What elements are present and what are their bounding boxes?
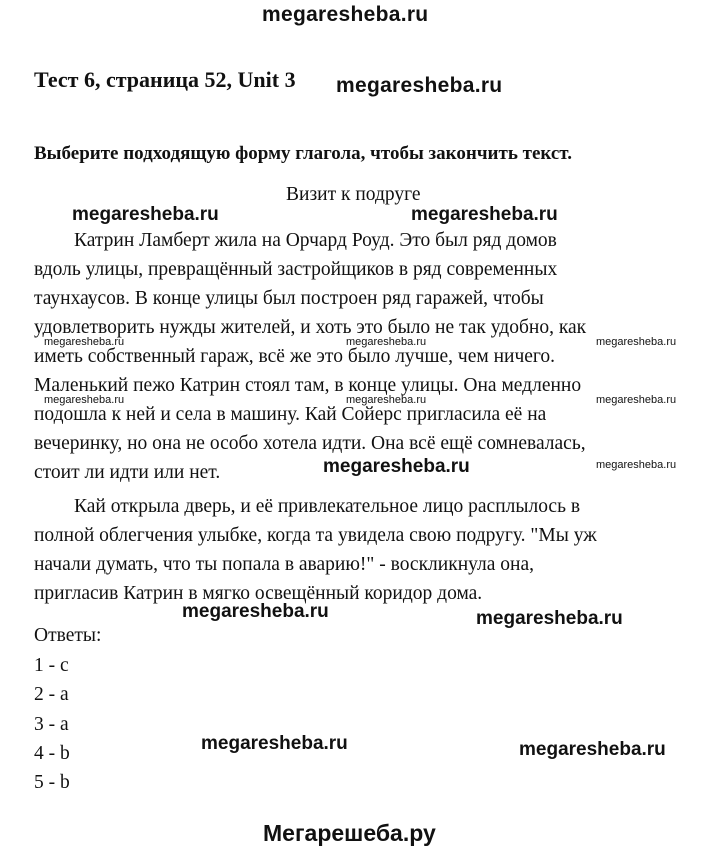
watermark-1: megaresheba.ru: [336, 74, 503, 97]
paragraph-1-line-1: Катрин Ламберт жила на Орчард Роуд. Это был ряд домов: [74, 230, 557, 251]
paragraph-1-line-7: подошла к ней и села в машину. Кай Сойерс пригласила её на: [34, 404, 547, 425]
paragraph-1-line-8: вечеринку, но она не особо хотела идти. Она всё ещё сомневалась,: [34, 433, 586, 454]
header-watermark: megaresheba.ru: [262, 3, 429, 26]
paragraph-1-line-2: вдоль улицы, превращённый застройщиков в ряд современных: [34, 259, 558, 280]
paragraph-1-line-4: удовлетворить нужды жителей, и хоть это было не так удобно, как: [34, 317, 587, 338]
watermark-5: megaresheba.ru: [182, 601, 329, 622]
watermark-6: megaresheba.ru: [476, 608, 623, 629]
answer-4: 4 - b: [34, 743, 70, 764]
watermark-small-5: megaresheba.ru: [346, 394, 427, 406]
paragraph-1-line-3: таунхаусов. В конце улицы был построен ряд гаражей, чтобы: [34, 288, 544, 309]
footer-brand: Мегарешеба.ру: [263, 820, 436, 846]
answer-5: 5 - b: [34, 772, 70, 793]
paragraph-1-line-5: иметь собственный гараж, всё же это было лучше, чем ничего.: [34, 346, 556, 367]
watermark-small-6: megaresheba.ru: [596, 394, 677, 406]
watermark-8: megaresheba.ru: [519, 739, 666, 760]
paragraph-1-line-9: стоит ли идти или нет.: [34, 462, 221, 483]
paragraph-2-line-3: начали думать, что ты попала в аварию!" - воскликнула она,: [34, 554, 535, 575]
answer-3: 3 - a: [34, 714, 69, 735]
answer-2: 2 - a: [34, 684, 69, 705]
paragraph-1-line-6: Маленький пежо Катрин стоял там, в конце улицы. Она медленно: [34, 375, 582, 396]
watermark-small-2: megaresheba.ru: [346, 336, 427, 348]
page-title: Тест 6, страница 52, Unit 3: [34, 67, 296, 92]
answer-1: 1 - c: [34, 655, 69, 676]
watermark-small-3: megaresheba.ru: [596, 336, 677, 348]
watermark-7: megaresheba.ru: [201, 733, 348, 754]
watermark-3: megaresheba.ru: [411, 204, 558, 225]
instruction: Выберите подходящую форму глагола, чтобы закончить текст.: [34, 143, 572, 164]
paragraph-2-line-4: пригласив Катрин в мягко освещённый коридор дома.: [34, 583, 483, 604]
paragraph-2-line-2: полной облегчения улыбке, когда та увидела свою подругу. "Мы уж: [34, 525, 597, 546]
watermark-4: megaresheba.ru: [323, 456, 470, 477]
paragraph-2-line-1: Кай открыла дверь, и её привлекательное лицо расплылось в: [74, 496, 581, 517]
watermark-2: megaresheba.ru: [72, 204, 219, 225]
watermark-small-1: megaresheba.ru: [44, 336, 125, 348]
answers-label: Ответы:: [34, 625, 102, 646]
watermark-small-4: megaresheba.ru: [44, 394, 125, 406]
story-title: Визит к подруге: [286, 184, 421, 205]
watermark-small-7: megaresheba.ru: [596, 459, 677, 471]
